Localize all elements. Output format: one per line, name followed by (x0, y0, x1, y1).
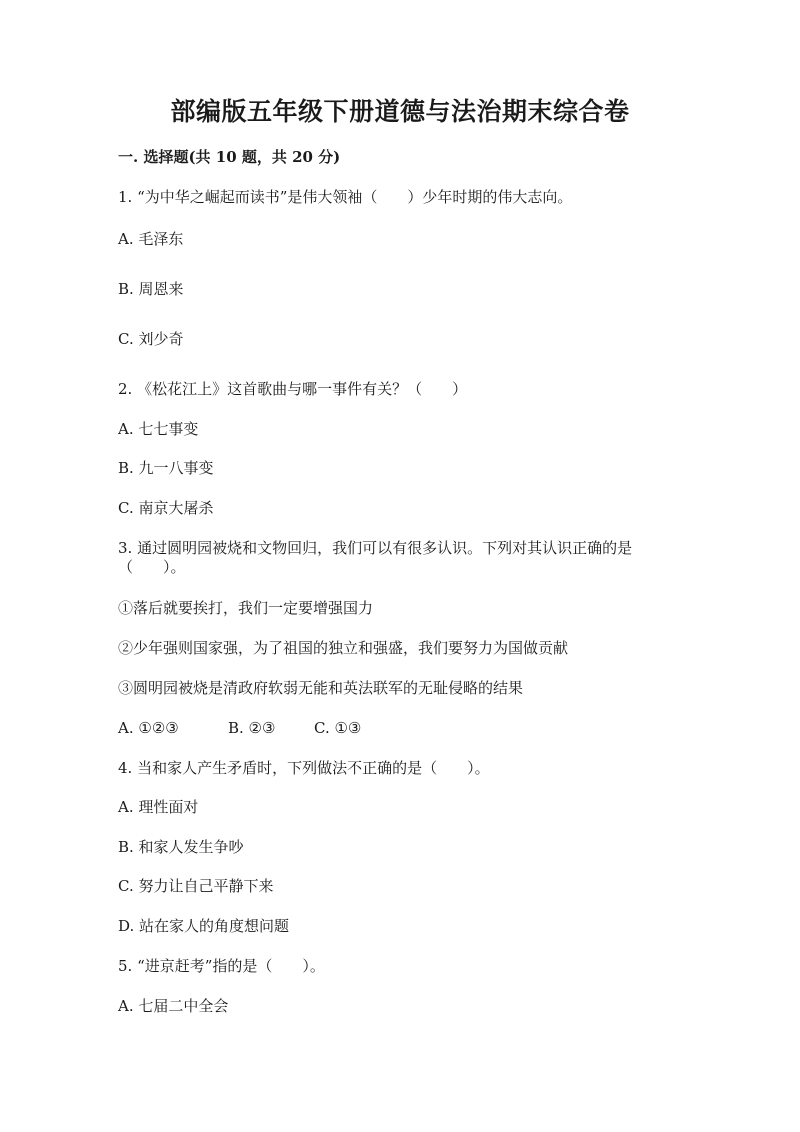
question-4-option-a: A. 理性面对 (118, 798, 199, 816)
question-2-stem: 2. 《松花江上》这首歌曲与哪一事件有关？（ ） (118, 380, 468, 398)
question-1-stem: 1. “为中华之崛起而读书”是伟大领袖（ ）少年时期的伟大志向。 (118, 188, 573, 206)
question-4-option-c: C. 努力让自己平静下来 (118, 877, 274, 895)
question-3-statement-2: ②少年强则国家强，为了祖国的独立和强盛，我们要努力为国做贡献 (118, 639, 569, 657)
question-3-option-a: A. ①②③ (118, 719, 179, 737)
question-5-stem: 5. “进京赶考”指的是（ ）。 (118, 957, 325, 975)
question-1-option-c: C. 刘少奇 (118, 330, 184, 348)
question-1-option-a: A. 毛泽东 (118, 230, 184, 248)
question-4-stem: 4. 当和家人产生矛盾时，下列做法不正确的是（ ）。 (118, 759, 490, 777)
question-3-option-c: C. ①③ (314, 719, 362, 737)
question-1-option-b: B. 周恩来 (118, 280, 184, 298)
question-3-option-b: B. ②③ (228, 719, 276, 737)
question-5-option-a: A. 七届二中全会 (118, 997, 229, 1015)
question-2-option-a: A. 七七事变 (118, 420, 199, 438)
exam-title: 部编版五年级下册道德与法治期末综合卷 (170, 97, 630, 126)
question-3-statement-1: ①落后就要挨打，我们一定要增强国力 (118, 599, 374, 617)
question-2-option-c: C. 南京大屠杀 (118, 499, 214, 517)
section-heading: 一. 选择题(共 10 题，共 20 分) (118, 148, 341, 166)
question-3-options (118, 716, 361, 740)
question-3-stem-line-2: （ ）。 (118, 558, 186, 576)
question-4-option-d: D. 站在家人的角度想问题 (118, 917, 290, 935)
question-2-option-b: B. 九一八事变 (118, 459, 214, 477)
question-3-stem-line-1: 3. 通过圆明园被烧和文物回归，我们可以有很多认识。下列对其认识正确的是 (118, 539, 633, 557)
question-3-statement-3: ③圆明园被烧是清政府软弱无能和英法联军的无耻侵略的结果 (118, 679, 524, 697)
question-4-option-b: B. 和家人发生争吵 (118, 838, 244, 856)
